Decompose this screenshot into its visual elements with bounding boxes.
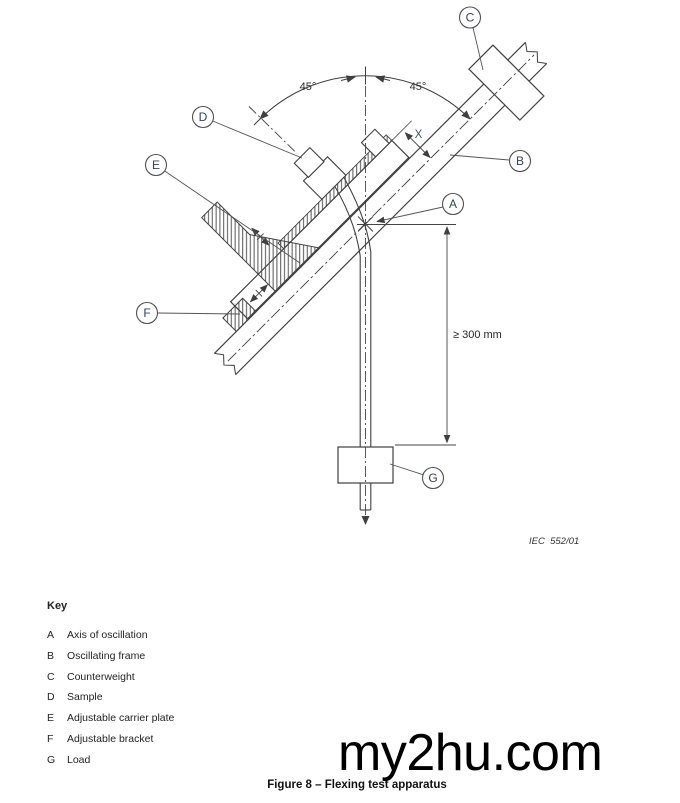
key-letter: A xyxy=(47,629,55,641)
angle-label-left: 45° xyxy=(299,81,317,93)
key-title: Key xyxy=(47,600,68,612)
key-label: Sample xyxy=(67,691,103,704)
frame-centerline xyxy=(228,55,534,361)
adjustable-bracket xyxy=(202,174,320,292)
key-label: Adjustable bracket xyxy=(67,732,154,745)
angle-label-right: 45° xyxy=(409,81,427,93)
svg-text:E: E xyxy=(151,158,161,173)
min-length-label: ≥ 300 mm xyxy=(453,329,502,341)
svg-text:B: B xyxy=(515,154,525,169)
key-label: Load xyxy=(67,753,91,766)
key-letter: F xyxy=(47,732,54,745)
key-label: Counterweight xyxy=(67,670,135,683)
key-label: Oscillating frame xyxy=(67,649,146,662)
key-letter: E xyxy=(47,712,55,725)
callout-b xyxy=(510,151,531,172)
svg-text:A: A xyxy=(448,197,458,212)
key-row-d xyxy=(47,691,174,712)
svg-text:F: F xyxy=(143,306,151,321)
svg-text:C: C xyxy=(465,10,475,25)
key-letter: G xyxy=(47,753,56,766)
key-row-f xyxy=(47,733,174,754)
min-length-dimension xyxy=(357,225,456,446)
callout-f xyxy=(137,303,158,324)
key-letter: C xyxy=(47,670,55,683)
bracket-foot xyxy=(223,298,256,331)
svg-text:G: G xyxy=(428,471,438,486)
figure-credit: IEC 552/01 xyxy=(529,536,580,547)
key-letter: B xyxy=(47,649,55,662)
key-row-e xyxy=(47,712,174,733)
watermark: my2hu.com xyxy=(338,724,603,782)
key-label: Adjustable carrier plate xyxy=(67,712,175,725)
callout-d xyxy=(193,107,214,128)
callout-c xyxy=(460,7,481,28)
key-row-g xyxy=(47,754,174,775)
key-row-c xyxy=(47,671,174,692)
callout-a xyxy=(443,194,464,215)
svg-text:D: D xyxy=(198,110,208,125)
key-row-a xyxy=(47,629,174,650)
key-section xyxy=(47,600,174,775)
key-row-b xyxy=(47,650,174,671)
figure-caption: Figure 8 – Flexing test apparatus xyxy=(267,779,447,791)
callout-e xyxy=(146,155,167,176)
key-label: Axis of oscillation xyxy=(67,629,148,641)
callout-g xyxy=(423,468,444,489)
oscillation-arc xyxy=(249,67,470,154)
x-dimension-label: X xyxy=(414,129,423,141)
callout-leaders xyxy=(158,28,510,475)
key-letter: D xyxy=(47,691,55,704)
